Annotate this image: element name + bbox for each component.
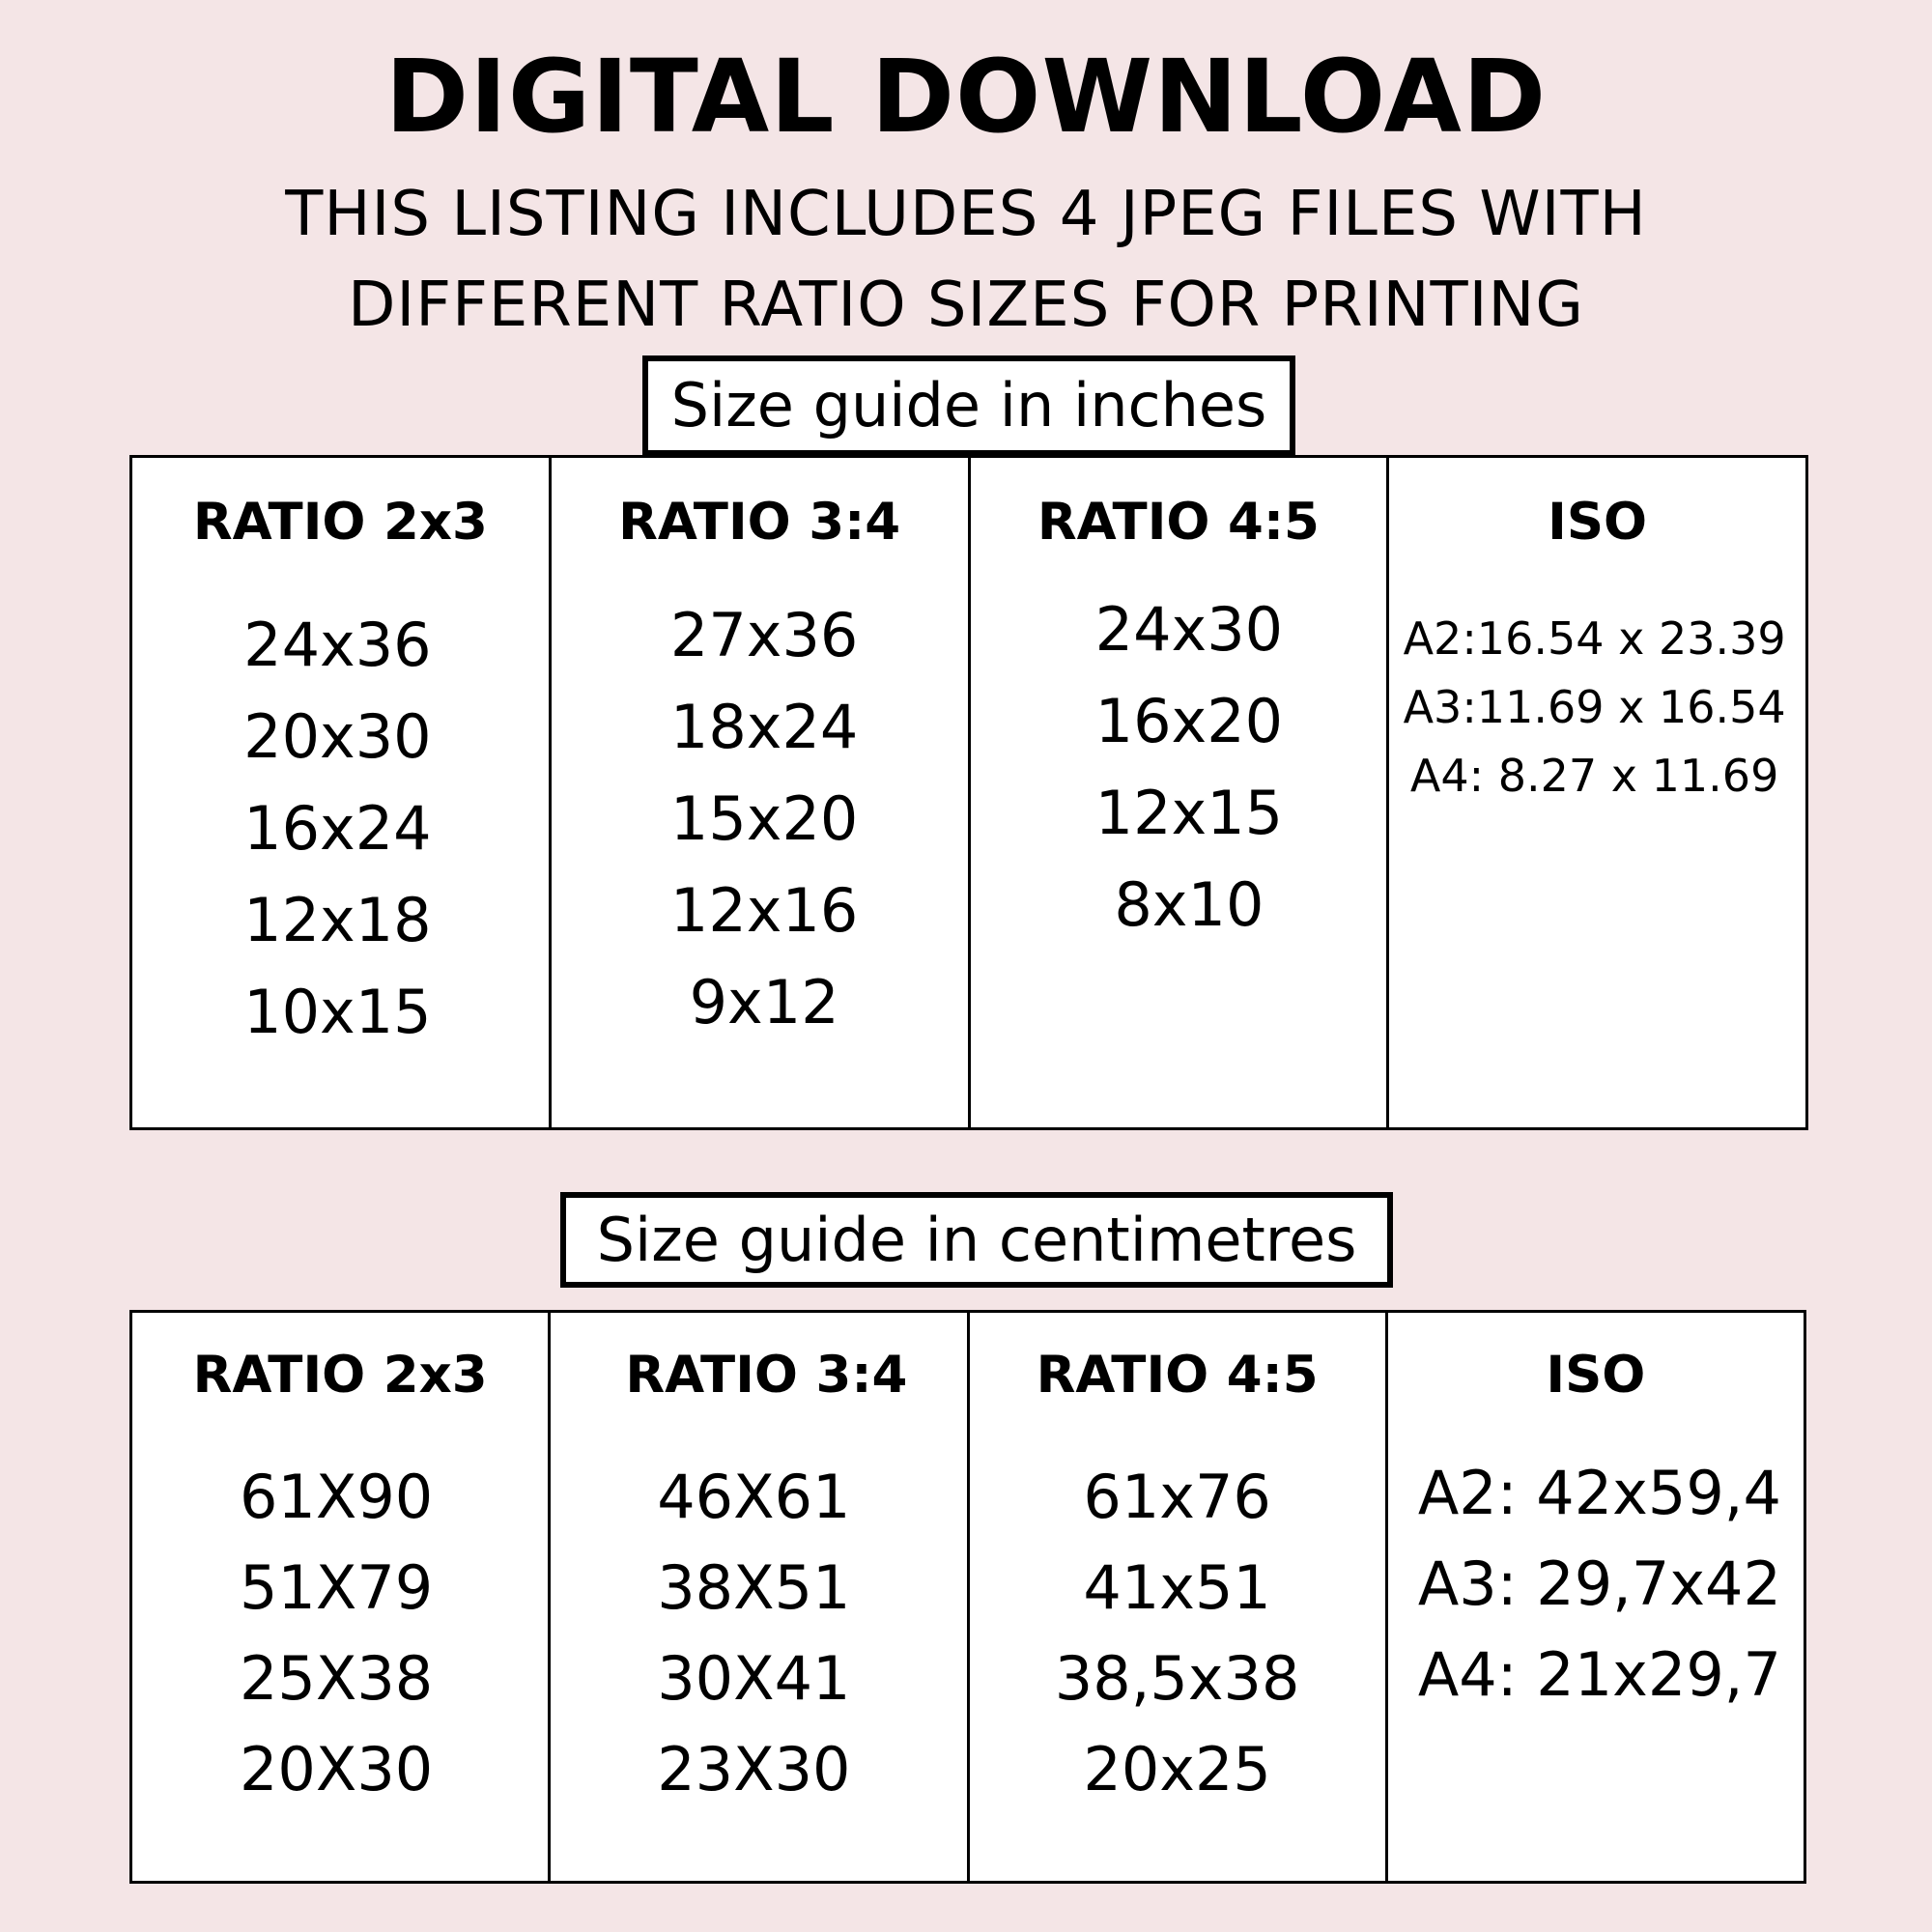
size-item: 12x16 <box>669 875 859 946</box>
inches-caption: Size guide in inches <box>642 355 1295 456</box>
size-item: 38,5x38 <box>1054 1643 1300 1714</box>
size-item: 25X38 <box>239 1643 434 1714</box>
centimetres-size-table <box>129 1310 1806 1884</box>
size-item: 61x76 <box>1083 1462 1271 1532</box>
subtitle-line-2: DIFFERENT RATIO SIZES FOR PRINTING <box>348 270 1584 341</box>
size-item: 20x30 <box>243 701 432 772</box>
size-item: 12x18 <box>243 885 432 955</box>
size-item: 8x10 <box>1114 869 1264 940</box>
size-item: A3: 29,7x42 <box>1417 1548 1781 1619</box>
inches-column-ratio-4-5 <box>971 458 1390 1127</box>
size-item: 23X30 <box>657 1734 851 1804</box>
column-heading: RATIO 4:5 <box>1037 493 1320 552</box>
subtitle-line-1: THIS LISTING INCLUDES 4 JPEG FILES WITH <box>285 179 1647 250</box>
column-heading: RATIO 3:4 <box>625 1346 908 1405</box>
column-heading: ISO <box>1546 1346 1646 1405</box>
size-list <box>127 599 549 1058</box>
size-item: A2:16.54 x 23.39 <box>1403 612 1786 665</box>
size-item: 38X51 <box>657 1552 851 1623</box>
inches-column-ratio-3-4 <box>552 458 971 1127</box>
size-list <box>992 583 1387 951</box>
size-item: 61X90 <box>239 1462 434 1532</box>
size-item: 24x30 <box>1094 594 1284 665</box>
column-heading: RATIO 4:5 <box>1036 1346 1319 1405</box>
size-item: A4: 21x29,7 <box>1417 1639 1781 1710</box>
size-item: 20X30 <box>239 1734 434 1804</box>
column-heading: ISO <box>1548 493 1648 552</box>
size-list <box>1396 1448 1804 1720</box>
cm-column-ratio-2x3 <box>132 1313 551 1881</box>
inches-column-iso <box>1389 458 1805 1127</box>
column-heading: RATIO 2x3 <box>192 493 488 552</box>
cm-column-ratio-3-4 <box>551 1313 969 1881</box>
size-list <box>541 1452 966 1815</box>
page-title: DIGITAL DOWNLOAD <box>384 38 1548 156</box>
size-item: 46X61 <box>657 1462 851 1532</box>
size-item: A4: 8.27 x 11.69 <box>1409 750 1779 802</box>
size-item: A2: 42x59,4 <box>1417 1458 1781 1528</box>
size-item: 24x36 <box>243 610 432 680</box>
size-item: 12x15 <box>1094 778 1284 848</box>
inches-column-ratio-2x3 <box>132 458 552 1127</box>
size-item: 51X79 <box>239 1552 434 1623</box>
cm-column-iso <box>1388 1313 1804 1881</box>
size-item: 10x15 <box>243 977 432 1047</box>
inches-size-table <box>129 455 1808 1130</box>
column-heading: RATIO 2x3 <box>192 1346 488 1405</box>
size-item: A3:11.69 x 16.54 <box>1403 681 1786 733</box>
centimetres-caption: Size guide in centimetres <box>560 1192 1393 1288</box>
size-item: 15x20 <box>669 783 859 854</box>
size-item: 16x20 <box>1094 686 1284 756</box>
size-list <box>1383 605 1805 810</box>
column-heading: RATIO 3:4 <box>618 493 901 552</box>
size-item: 20x25 <box>1083 1734 1271 1804</box>
size-item: 27x36 <box>669 600 859 670</box>
size-list <box>561 589 968 1048</box>
size-item: 16x24 <box>243 793 432 864</box>
size-list <box>970 1452 1385 1815</box>
cm-column-ratio-4-5 <box>970 1313 1388 1881</box>
size-item: 30X41 <box>657 1643 851 1714</box>
size-item: 9x12 <box>689 967 839 1037</box>
size-list <box>125 1452 548 1815</box>
size-item: 18x24 <box>669 692 859 762</box>
size-item: 41x51 <box>1083 1552 1271 1623</box>
